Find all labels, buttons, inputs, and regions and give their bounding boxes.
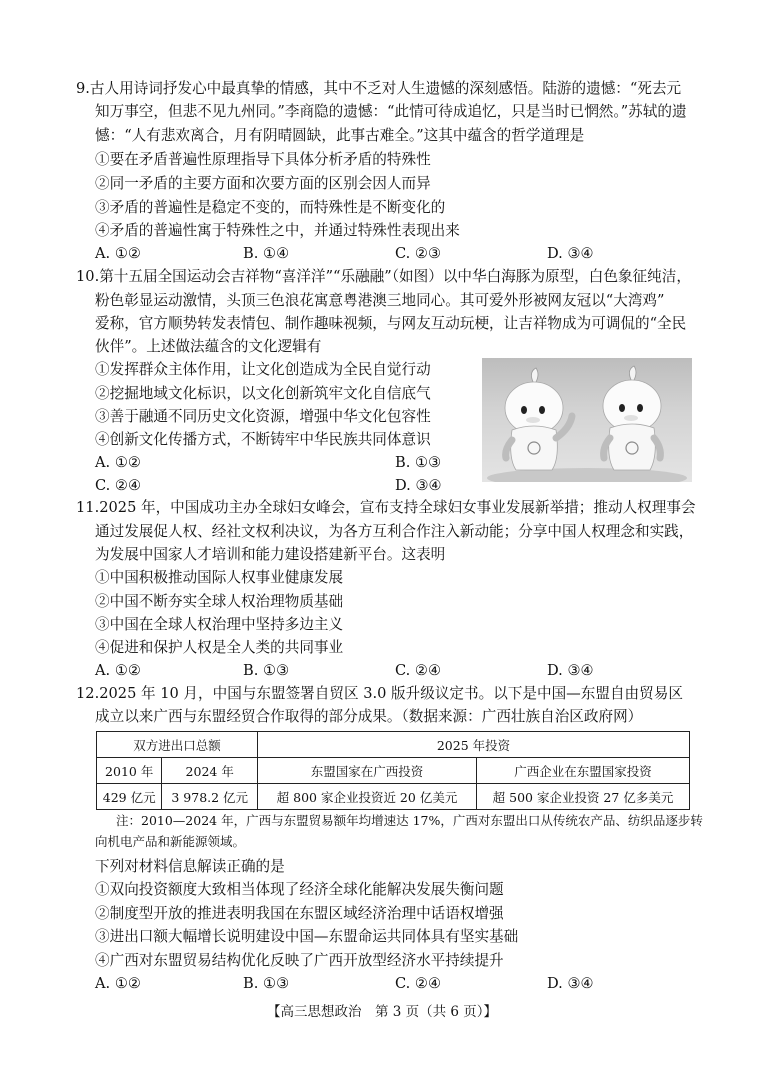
- q11-item-2: ②中国不断夯实全球人权治理物质基础: [95, 593, 344, 610]
- left-mascot-figure: [505, 368, 572, 470]
- q11-choice-c: C. ②④: [395, 662, 442, 679]
- q12-item-3: ③进出口额大幅增长说明建设中国—东盟命运共同体具有坚实基础: [95, 928, 519, 945]
- q9-item-2: ②同一矛盾的主要方面和次要方面的区别会因人而异: [95, 175, 431, 192]
- q11-choices: [95, 660, 655, 682]
- q10-choice-a: A. ①②: [95, 454, 141, 471]
- mascot-illustration: [482, 358, 692, 482]
- q11-stem-line-1: 11.2025 年，中国成功主办全球妇女峰会，宣布支持全球妇女事业发展新举措；推动人权理事会: [76, 499, 696, 516]
- q12-stem-line-2: 成立以来广西与东盟经贸合作取得的部分成果。（数据来源：广西壮族自治区政府网）: [95, 708, 643, 725]
- mascot-photo: [482, 358, 692, 482]
- q10-item-2: ②挖掘地域文化标识，以文化创新筑牢文化自信底气: [95, 385, 431, 402]
- table-note-line-2: 向机电产品和新能源领域。: [95, 834, 246, 849]
- q10-stem-line-1: 10.第十五届全国运动会吉祥物“喜洋洋”“乐融融”（如图）以中华白海豚为原型，白色象征纯洁，: [76, 268, 691, 285]
- q12-question: 下列对材料信息解读正确的是: [95, 858, 285, 875]
- q11-choice-a: A. ①②: [95, 662, 141, 679]
- q10-choice-b: B. ①③: [395, 454, 442, 471]
- table-cell-asean-investment: 超 800 家企业投资近 20 亿美元: [258, 784, 477, 810]
- q12-stem-line-1: 12.2025 年 10 月，中国与东盟签署自贸区 3.0 版升级议定书。以下是中国—东盟自由贸易区: [76, 685, 683, 702]
- q12-choice-d: D. ③④: [547, 975, 594, 992]
- q9-stem-line-2: 知万事空，但悲不见九州同。”李商隐的遗憾：“此情可待成追忆，只是当时已惘然。”苏轼的遗: [95, 103, 687, 120]
- q12-choices: [95, 973, 655, 995]
- q10-item-1: ①发挥群众主体作用，让文化创造成为全民自觉行动: [95, 361, 431, 378]
- q12-choice-b: B. ①③: [243, 975, 290, 992]
- table-header-2024: 2024 年: [162, 758, 258, 784]
- q9-choice-b: B. ①④: [243, 245, 290, 262]
- table-row: [97, 784, 690, 810]
- q11-stem-line-3: 为发展中国家人才培训和能力建设搭建新平台。这表明: [95, 546, 446, 563]
- q11-choice-b: B. ①③: [243, 662, 290, 679]
- q12-item-4: ④广西对东盟贸易结构优化反映了广西开放型经济水平持续提升: [95, 952, 504, 969]
- table-header-trade-total: 双方进出口总额: [97, 732, 258, 758]
- q9-choice-c: C. ②③: [395, 245, 442, 262]
- q11-item-3: ③中国在全球人权治理中坚持多边主义: [95, 616, 344, 633]
- table-header-2010: 2010 年: [97, 758, 162, 784]
- q9-choice-d: D. ③④: [547, 245, 594, 262]
- trade-data-table: [96, 731, 690, 810]
- q10-choice-d: D. ③④: [395, 477, 442, 494]
- q10-stem-line-4: 伙伴”。上述做法蕴含的文化逻辑有: [95, 338, 322, 355]
- q12-choice-c: C. ②④: [395, 975, 442, 992]
- q9-stem-line-3: 憾：“人有悲欢离合，月有阴晴圆缺，此事古难全。”这其中蕴含的哲学道理是: [95, 127, 585, 144]
- page-footer: 【高三思想政治 第 3 页（共 6 页）】: [266, 1004, 498, 1020]
- q9-item-4: ④矛盾的普遍性寓于特殊性之中，并通过特殊性表现出来: [95, 222, 460, 239]
- q11-stem-line-2: 通过发展促人权、经社文权利决议，为各方互利合作注入新动能；分享中国人权理念和实践，: [95, 523, 694, 540]
- q12-item-1: ①双向投资额度大致相当体现了经济全球化能解决发展失衡问题: [95, 881, 504, 898]
- q10-stem-line-2: 粉色彰显运动激情，头顶三色浪花寓意粤港澳三地同心。其可爱外形被网友冠以“大湾鸡”: [95, 292, 665, 309]
- table-cell-guangxi-investment: 超 500 家企业投资 27 亿多美元: [477, 784, 690, 810]
- q9-item-1: ①要在矛盾普遍性原理指导下具体分析矛盾的特殊性: [95, 151, 431, 168]
- q10-item-4: ④创新文化传播方式，不断铸牢中华民族共同体意识: [95, 431, 431, 448]
- table-header-row-1: [97, 732, 690, 758]
- table-header-row-2: [97, 758, 690, 784]
- q9-choice-a: A. ①②: [95, 245, 141, 262]
- table-header-asean-in-guangxi: 东盟国家在广西投资: [258, 758, 477, 784]
- q10-stem-line-3: 爱称，官方顺势转发表情包、制作趣味视频，与网友互动玩梗，让吉祥物成为可调侃的“全民: [95, 315, 687, 332]
- q12-item-2: ②制度型开放的推进表明我国在东盟区域经济治理中话语权增强: [95, 905, 504, 922]
- table-cell-2024-value: 3 978.2 亿元: [162, 784, 258, 810]
- q10-choice-c: C. ②④: [95, 477, 142, 494]
- table-note-line-1: 注：2010—2024 年，广西与东盟贸易额年均增速达 17%，广西对东盟出口从传统农产品、纺织品逐步转: [116, 813, 703, 828]
- q10-item-3: ③善于融通不同历史文化资源，增强中华文化包容性: [95, 408, 431, 425]
- q11-choice-d: D. ③④: [547, 662, 594, 679]
- table-header-guangxi-in-asean: 广西企业在东盟国家投资: [477, 758, 690, 784]
- q9-item-3: ③矛盾的普遍性是稳定不变的，而特殊性是不断变化的: [95, 199, 446, 216]
- q9-stem-line-1: 9.古人用诗词抒发心中最真挚的情感，其中不乏对人生遗憾的深刻感悟。陆游的遗憾：“死去元: [76, 80, 682, 97]
- q9-choices: [95, 243, 655, 265]
- table-cell-2010-value: 429 亿元: [97, 784, 162, 810]
- q11-item-1: ①中国积极推动国际人权事业健康发展: [95, 569, 344, 586]
- table-header-investment: 2025 年投资: [258, 732, 690, 758]
- right-mascot-figure: [603, 366, 661, 470]
- q12-choice-a: A. ①②: [95, 975, 141, 992]
- q11-item-4: ④促进和保护人权是全人类的共同事业: [95, 639, 344, 656]
